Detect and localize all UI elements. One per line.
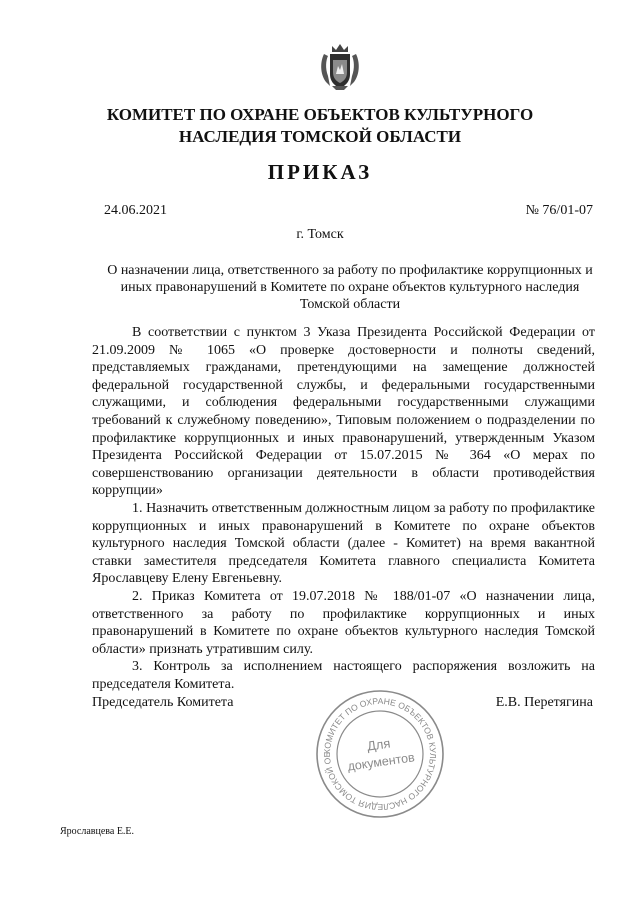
executor-name: Ярославцева Е.Е.: [60, 826, 135, 837]
stamp-center-line2: документов: [346, 750, 416, 774]
stamp-ring-text: КОМИТЕТ ПО ОХРАНЕ ОБЪЕКТОВ КУЛЬТУРНОГО НАСЛЕДИЯ ТОМСКОЙ ОБ: [321, 695, 439, 813]
stamp-outer-ring: [317, 691, 443, 817]
organization-name: КОМИТЕТ ПО ОХРАНЕ ОБЪЕКТОВ КУЛЬТУРНОГО НАСЛЕДИЯ ТОМСКОЙ ОБЛАСТИ: [106, 105, 534, 146]
official-stamp: [314, 688, 446, 820]
preamble-paragraph: В соответствии с пунктом 3 Указа Президента Российской Федерации от 21.09.2009 № 1065 «О проверке достоверности и полноты сведений, представляемых гражданами, претендующими на замещение должностей федеральной государственной службы, и федеральными государственными служащими, и соблюдения федеральными государственными служащими требований к служебному поведению», Типовым положением о подразделении по профилактике коррупционных и иных правонарушений, утвержденным Указом Президента Российской Федерации от 15.07.2015 № 364 «О мерах по совершенствованию организации деятельности в области противодействия коррупции»: [92, 325, 595, 499]
signatory-name: Е.В. Перетягина: [495, 695, 593, 710]
document-date: 24.06.2021: [104, 203, 167, 218]
coat-of-arms-icon: [318, 40, 362, 92]
order-item-1: 1. Назначить ответственным должностным лицом за работу по профилактике коррупционных и иных правонарушений в Комитете по охране объектов культурного наследия Томской области (далее - Комитет) на время вакантной ставки заместителя председателя Комитета главного специалиста Комитета Ярославцеву Елену Евгеньевну.: [92, 500, 595, 587]
signatory-role: Председатель Комитета: [92, 695, 234, 710]
order-item-3: 3. Контроль за исполнением настоящего распоряжения возложить на председателя Комитета.: [92, 659, 595, 692]
document-city: г. Томск: [296, 227, 344, 242]
document-number: № 76/01-07: [525, 203, 593, 218]
document-subject: О назначении лица, ответственного за работу по профилактике коррупционных и иных правонарушений в Комитете по охране объектов культурного наследия Томской области: [107, 263, 593, 312]
document-body: [92, 324, 595, 693]
document-title: ПРИКАЗ: [267, 160, 373, 184]
order-item-2: 2. Приказ Комитета от 19.07.2018 № 188/01-07 «О назначении лица, ответственного за работу по профилактике коррупционных и иных правонарушений в Комитете по охране объектов культурного наследия Томской области» признать утратившим силу.: [92, 588, 595, 657]
stamp-center-line1: Для: [366, 735, 392, 754]
